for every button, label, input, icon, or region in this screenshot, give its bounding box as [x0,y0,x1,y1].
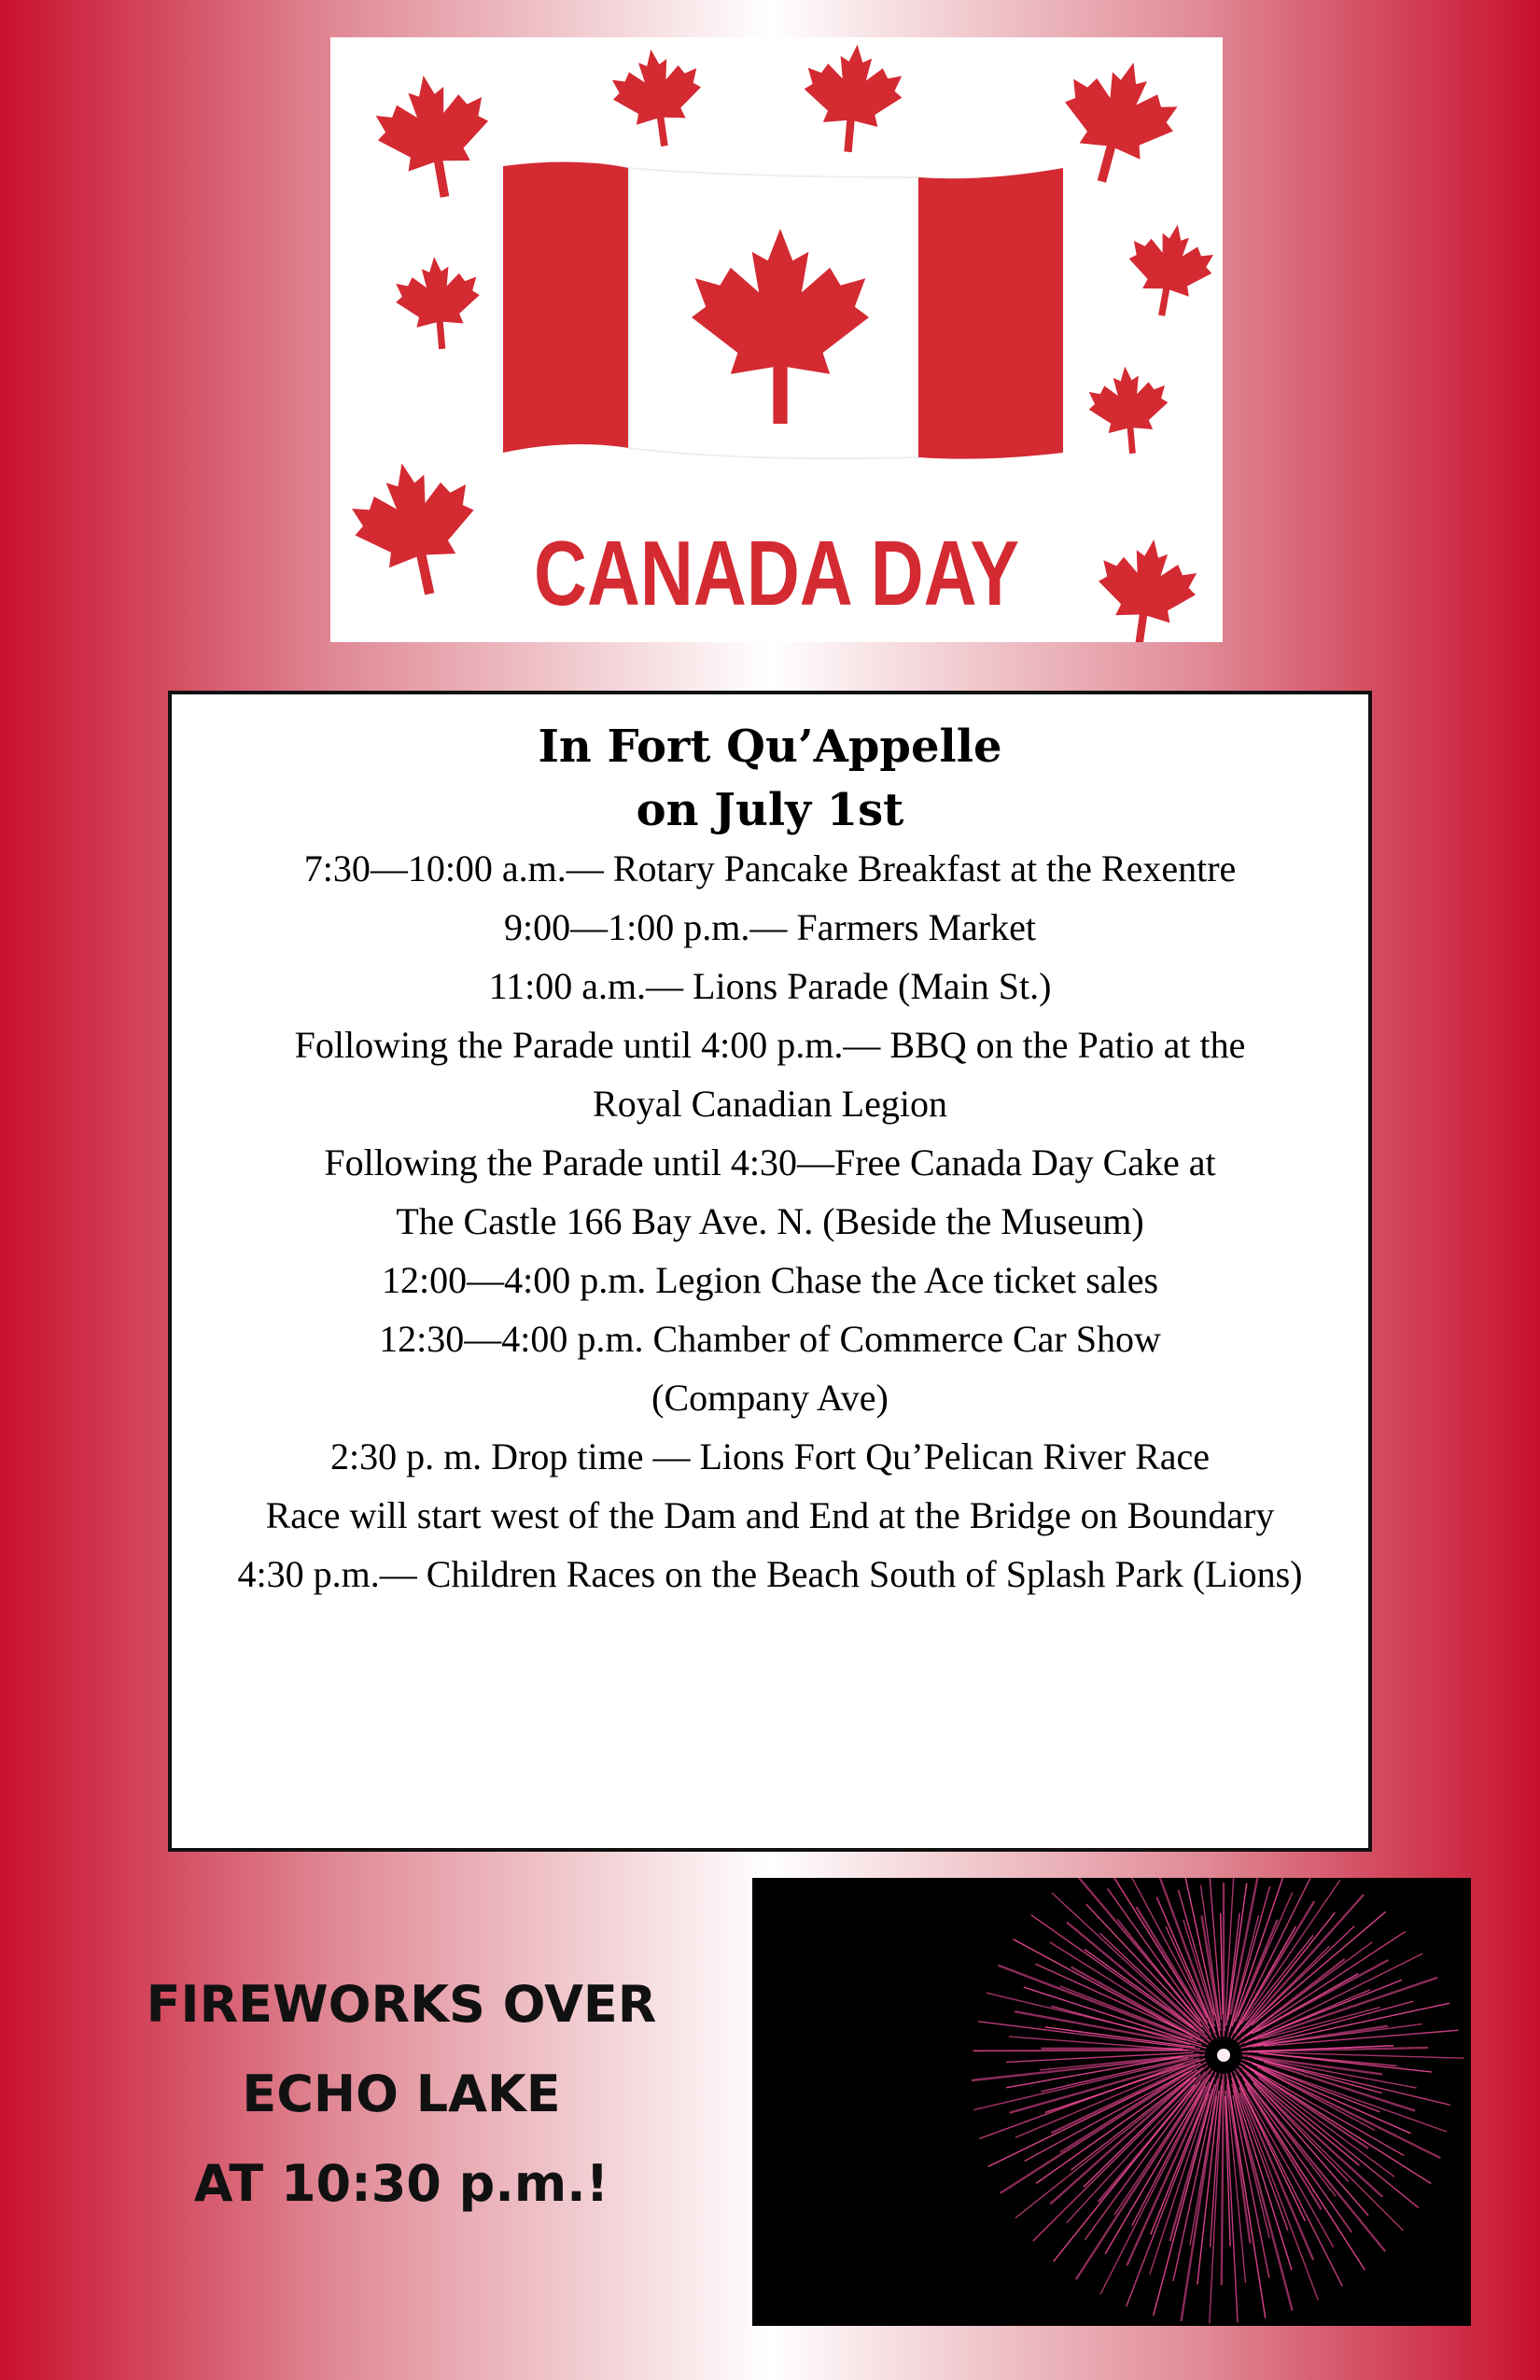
maple-leaf-icon [1047,49,1187,197]
maple-leaf-icon [368,65,499,206]
schedule-item: 4:30 p.m.— Children Races on the Beach South of Splash Park (Lions) [237,1553,1303,1595]
schedule-item: (Company Ave) [651,1377,889,1419]
maple-leaf-icon [1090,533,1202,642]
maple-leaf-icon [607,43,708,152]
fireworks-line2: ECHO LAKE [242,2065,561,2123]
fireworks-line3: AT 10:30 p.m.! [193,2154,609,2213]
maple-leaf-icon [799,40,906,156]
fireworks-line1: FIREWORKS OVER [146,1975,657,2034]
fireworks-photo [752,1878,1471,2326]
maple-leaf-icon [1085,363,1172,457]
schedule-item: 11:00 a.m.— Lions Parade (Main St.) [488,965,1052,1007]
canada-flag-illustration [330,37,1223,642]
schedule-item: 2:30 p. m. Drop time — Lions Fort Qu’Pelican River Race [329,1435,1211,1477]
schedule-item: Race will start west of the Dam and End at the Bridge on Boundary [265,1494,1275,1536]
canada-day-banner [330,37,1223,642]
maple-leaf-icon [1120,217,1219,323]
schedule-item: Following the Parade until 4:00 p.m.— BBQ on the Patio at the [294,1024,1246,1066]
schedule-item: 12:00—4:00 p.m. Legion Chase the Ace ticket sales [381,1259,1159,1301]
fireworks-announcement [103,1960,700,2229]
schedule-heading [172,715,1368,842]
schedule-items [172,846,1368,1598]
schedule-item: Following the Parade until 4:30—Free Canada Day Cake at [324,1141,1216,1183]
schedule-heading-line1: In Fort Qu’Appelle [538,721,1002,773]
schedule-item: 7:30—10:00 a.m.— Rotary Pancake Breakfast at the Rexentre [303,847,1237,889]
schedule-item: The Castle 166 Bay Ave. N. (Beside the Museum) [396,1200,1144,1242]
schedule-item: 12:30—4:00 p.m. Chamber of Commerce Car Show [379,1318,1161,1360]
flag-right-band [918,168,1063,459]
schedule-item: Royal Canadian Legion [593,1083,947,1125]
schedule-heading-line2: on July 1st [636,784,904,836]
fireworks-burst-icon [752,1878,1471,2326]
maple-leaf-icon [392,253,483,352]
banner-title: CANADA DAY [534,522,1019,624]
schedule-item: 9:00—1:00 p.m.— Farmers Market [504,906,1036,948]
flag-left-band [503,161,629,453]
event-schedule [168,691,1372,1852]
maple-leaf-icon [343,451,489,607]
